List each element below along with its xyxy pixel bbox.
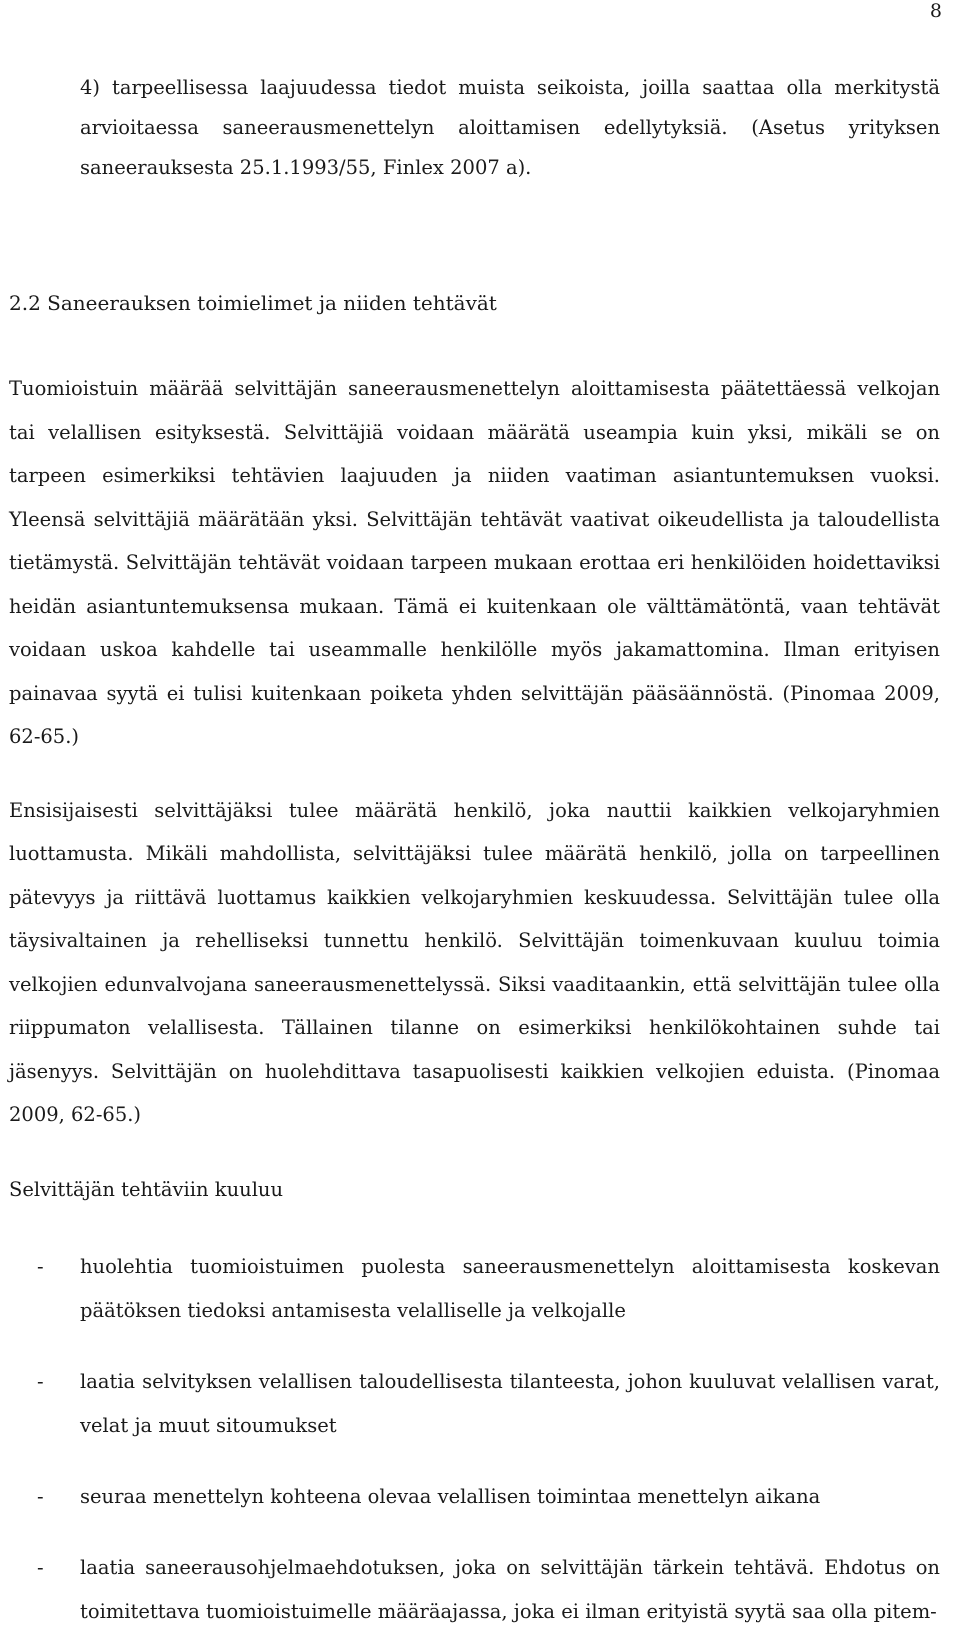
section-heading: 2.2 Saneerauksen toimielimet ja niiden tehtävät (9, 291, 497, 315)
page-number: 8 (929, 0, 942, 22)
list-item (9, 1245, 940, 1333)
list-item (9, 1360, 940, 1448)
list-dash: - (37, 1254, 44, 1278)
list-item-text: seuraa menettelyn kohteena olevaa velallisen toimintaa menettelyn aikana (80, 1484, 821, 1508)
list-item-text: laatia saneerausohjelmaehdotuksen, joka on selvittäjän tärkein tehtävä. Ehdotus on toimitettava tuomioistuimelle määräajassa, joka ei ilman erityistä syytä saa olla pitem- (80, 1555, 940, 1623)
list-intro: Selvittäjän tehtäviin kuuluu (9, 1177, 284, 1201)
list-item-text: huolehtia tuomioistuimen puolesta saneerausmenettelyn aloittamisesta koskevan päätöksen tiedoksi antamisesta velalliselle ja velkojalle (80, 1254, 940, 1322)
duties-list (9, 1245, 940, 1634)
page-content (9, 68, 940, 1634)
paragraph-1: Tuomioistuin määrää selvittäjän saneerausmenettelyn aloittamisesta päätettäessä velkojan tai velallisen esityksestä. Selvittäjiä voidaan määrätä useampia kuin yksi, mikäli se on tarpeen esimerkiksi tehtävien laajuuden ja niiden vaatiman asiantuntemuksen vuoksi. Yleensä selvittäjiä määrätään yksi. Selvittäjän tehtävät vaativat oikeudellista ja taloudellista tietämystä. Selvittäjän tehtävät voidaan tarpeen mukaan erottaa eri henkilöiden hoidettaviksi heidän asiantuntemuksensa mukaan. Tämä ei kuitenkaan ole välttämätöntä, vaan tehtävät voidaan uskoa kahdelle tai useammalle henkilölle myös jakamattomina. Ilman erityisen painavaa syytä ei tulisi kuitenkaan poiketa yhden selvittäjän pääsäännöstä. (Pinomaa 2009, 62-65.) (9, 377, 940, 748)
list-dash: - (37, 1555, 44, 1579)
paragraph-2: Ensisijaisesti selvittäjäksi tulee määrätä henkilö, joka nauttii kaikkien velkojaryhmien luottamusta. Mikäli mahdollista, selvittäjäksi tulee määrätä henkilö, jolla on tarpeellinen pätevyys ja riittävä luottamus kaikkien velkojaryhmien keskuudessa. Selvittäjän tulee olla täysivaltainen ja rehelliseksi tunnettu henkilö. Selvittäjän toimenkuvaan kuuluu toimia velkojien edunvalvojana saneerausmenettelyssä. Siksi vaaditaankin, että selvittäjän tulee olla riippumaton velallisesta. Tällainen tilanne on esimerkiksi henkilökohtainen suhde tai jäsenyys. Selvittäjän on huolehdittava tasapuolisesti kaikkien velkojien eduista. (Pinomaa 2009, 62-65.) (9, 798, 940, 1126)
list-item (9, 1546, 940, 1634)
list-dash: - (37, 1484, 44, 1508)
list-item (9, 1475, 940, 1519)
numbered-item-4: 4) tarpeellisessa laajuudessa tiedot muista seikoista, joilla saattaa olla merkitystä arvioitaessa saneerausmenettelyn aloittamisen edellytyksiä. (Asetus yrityksen saneerauksesta 25.1.1993/55, Finlex 2007 a). (80, 76, 940, 179)
list-dash: - (37, 1369, 44, 1393)
list-item-text: laatia selvityksen velallisen taloudellisesta tilanteesta, johon kuuluvat velallisen varat, velat ja muut sitoumukset (80, 1369, 940, 1437)
